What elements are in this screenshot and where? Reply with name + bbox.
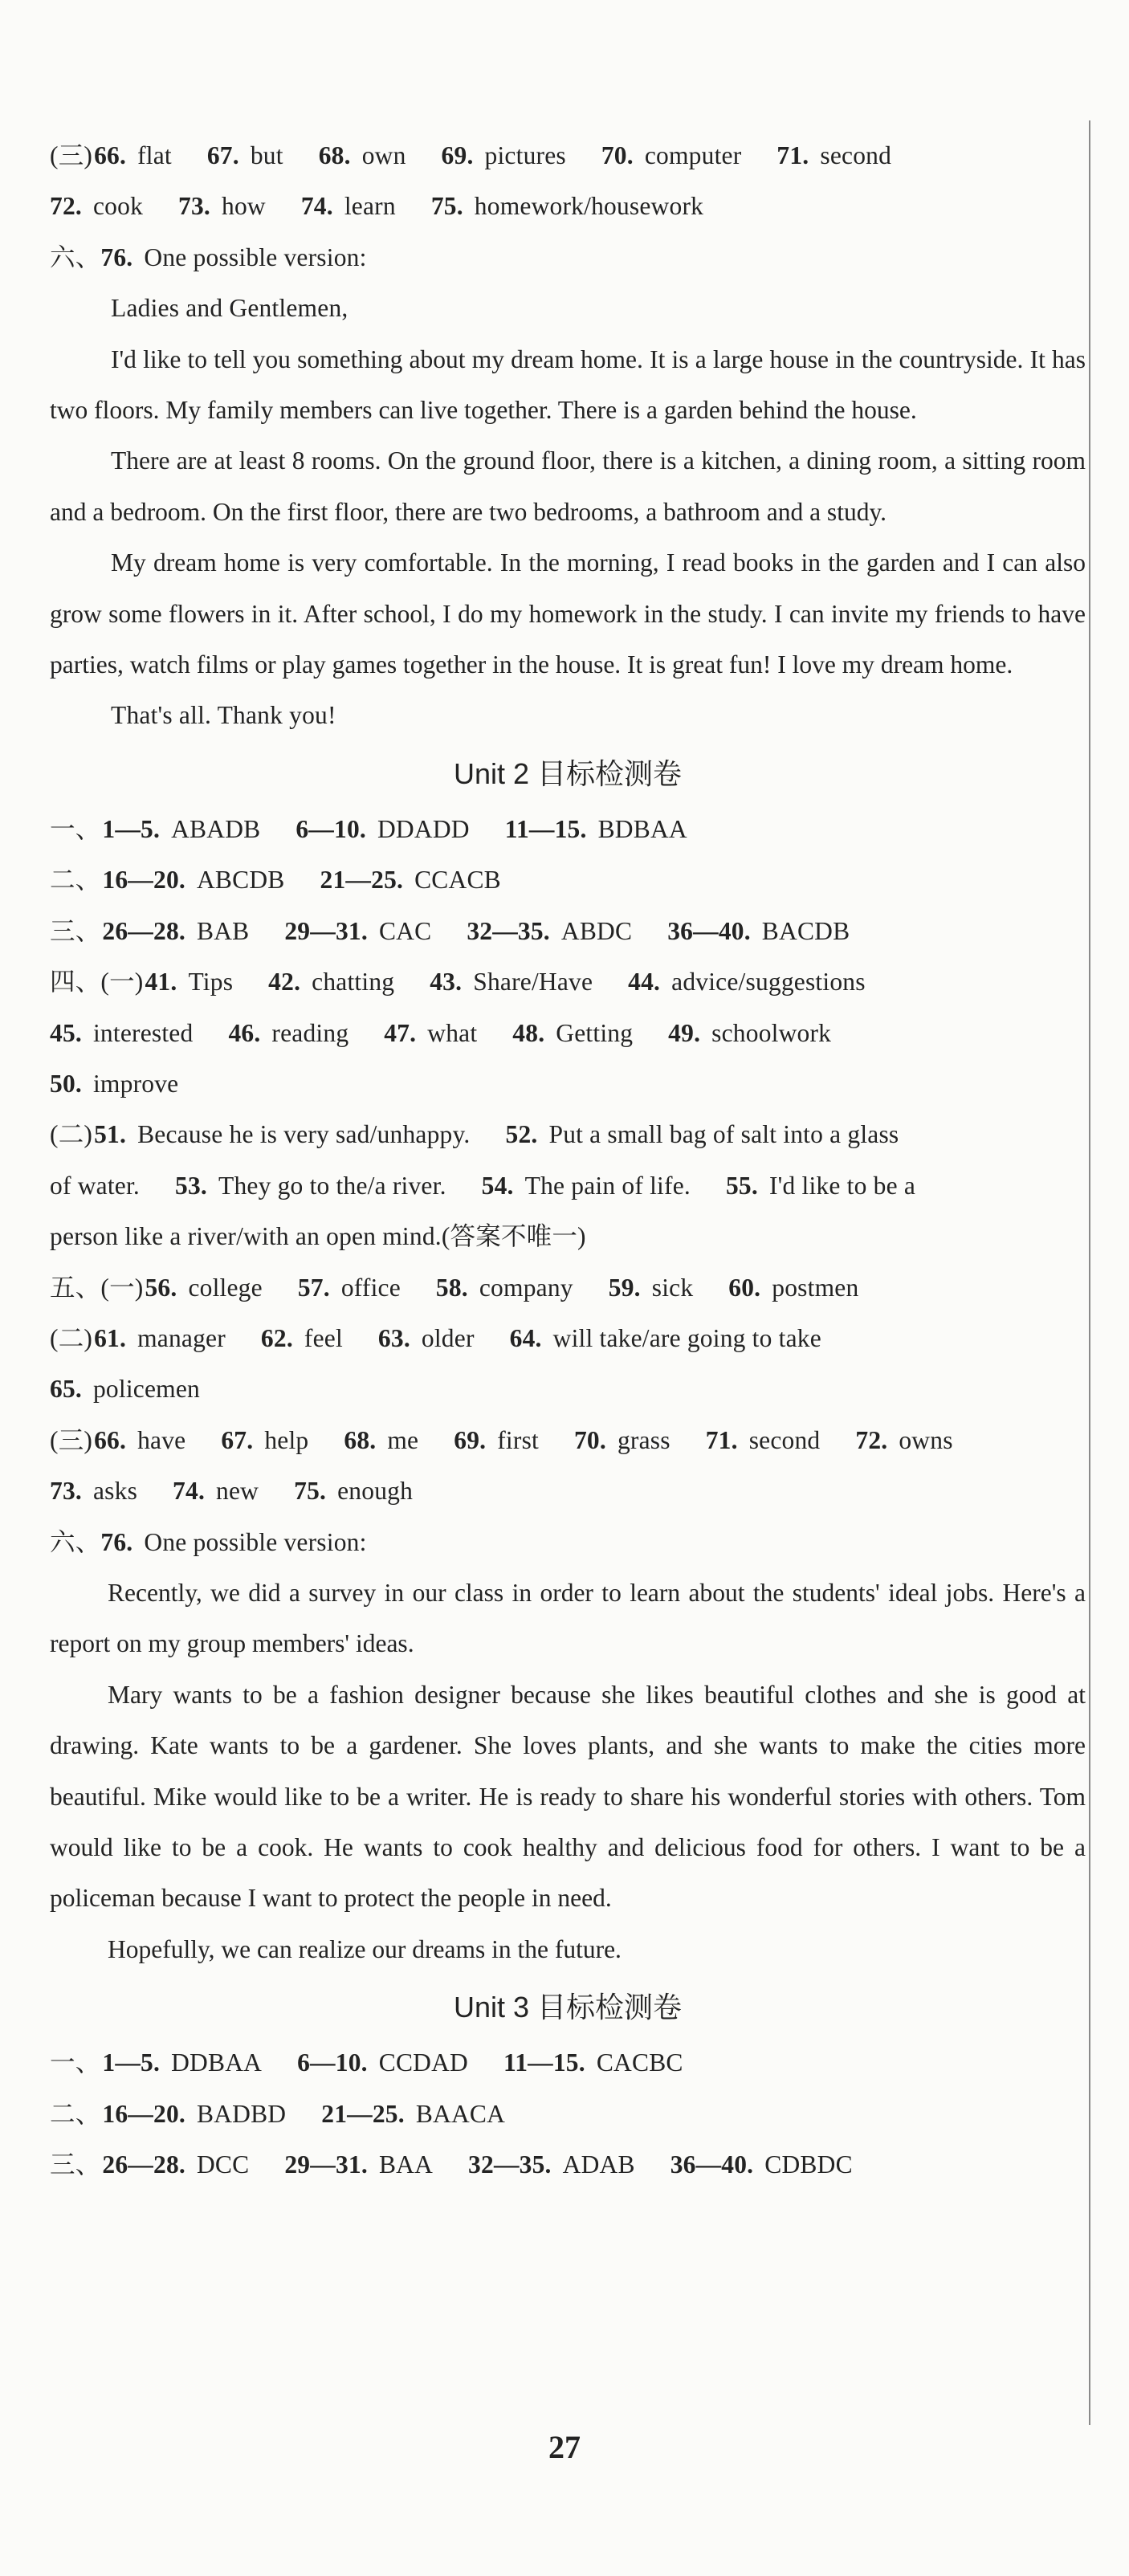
answer-text: chatting (312, 968, 395, 997)
answer-text: BAB (196, 916, 250, 945)
section-marker: 一、 (50, 814, 101, 843)
question-number: 55. (725, 1171, 758, 1200)
essay-paragraph: Hopefully, we can realize our dreams in the future. (108, 1934, 622, 1963)
answer-row (50, 130, 1086, 181)
question-number: 21—25. (321, 2099, 405, 2128)
question-number: 26—28. (102, 916, 185, 945)
question-number: 49. (668, 1018, 701, 1047)
answer-text: how (222, 192, 266, 221)
question-number: 29—31. (284, 2150, 368, 2179)
answer-text: Put a small bag of salt into a glass (548, 1120, 899, 1149)
answer-text: will take/are going to take (552, 1323, 821, 1352)
answer-text: cook (92, 192, 144, 221)
question-number: 56. (145, 1273, 177, 1302)
answer-row (50, 1058, 1086, 1109)
question-number: 71. (776, 141, 809, 169)
question-number: 16—20. (102, 866, 185, 895)
answer-text: improve (92, 1069, 179, 1098)
question-number: 43. (430, 968, 463, 997)
answer-text: company (479, 1273, 573, 1302)
answer-text: computer (644, 141, 742, 169)
answer-row (50, 1160, 1086, 1211)
writing-label-row (50, 1517, 1086, 1567)
answer-row (50, 956, 1086, 1007)
answer-text: ABCDB (196, 866, 285, 895)
question-number: 48. (512, 1018, 545, 1047)
answer-text: schoolwork (711, 1018, 832, 1047)
question-number: 54. (481, 1171, 514, 1200)
answer-text: me (387, 1425, 419, 1454)
essay-paragraph: There are at least 8 rooms. On the ground floor, there is a kitchen, a dining room, a sitting room and a bedroom. On the first floor, there are two bedrooms, a bathroom and a study. (50, 446, 1086, 526)
answer-note: (答案不唯一) (441, 1222, 586, 1251)
answer-text: interested (92, 1018, 194, 1047)
section-marker: (二) (50, 1120, 93, 1149)
answer-text: asks (92, 1477, 138, 1506)
answer-row (50, 1313, 1086, 1363)
answer-text: CACBC (596, 2048, 683, 2077)
question-number: 64. (509, 1323, 542, 1352)
answer-text: homework/housework (474, 192, 704, 221)
answer-row (50, 181, 1086, 231)
essay-closing: That's all. Thank you! (111, 701, 336, 730)
answer-text: flat (137, 141, 172, 169)
answer-text: ABDC (560, 916, 633, 945)
question-number: 60. (728, 1273, 761, 1302)
question-number: 1—5. (102, 814, 161, 843)
answer-text: have (137, 1425, 186, 1454)
question-number: 58. (435, 1273, 468, 1302)
question-number: 21—25. (320, 866, 404, 895)
section-marker: 五、(一) (50, 1273, 144, 1302)
answer-text: owns (899, 1425, 953, 1454)
answer-text: office (340, 1273, 401, 1302)
question-number: 16—20. (102, 2099, 185, 2128)
question-number: 32—35. (467, 916, 550, 945)
answer-text: CDBDC (764, 2150, 853, 2179)
answer-text: first (497, 1425, 539, 1454)
question-number: 32—35. (468, 2150, 552, 2179)
answer-row (50, 906, 1086, 956)
answer-text: CAC (378, 916, 432, 945)
essay-paragraph: Mary wants to be a fashion designer because she likes beautiful clothes and she is good at drawing. Kate wants to be a gardener. She loves plants, and she wants to make the cities more beautiful. Mike would like to be a writer. He is ready to share his wonderful stories with others. Tom would like to be a cook. He wants to cook healthy and delicious food for others. I want to be a policeman because I want to protect the people in need. (50, 1680, 1086, 1913)
question-number: 74. (173, 1477, 206, 1506)
question-number: 70. (601, 141, 634, 169)
answer-text: own (361, 141, 406, 169)
answer-text: older (421, 1323, 475, 1352)
answer-text: second (748, 1425, 821, 1454)
question-number: 53. (175, 1171, 207, 1200)
answer-row (50, 1415, 1086, 1465)
answer-text: Getting (556, 1018, 634, 1047)
answer-text: Tips (188, 968, 234, 997)
answer-key-page (50, 130, 1086, 2190)
answer-text: BDBAA (597, 814, 687, 843)
answer-text: They go to the/a river. (218, 1171, 446, 1200)
question-number: 57. (297, 1273, 330, 1302)
question-number: 61. (94, 1323, 127, 1352)
answer-text: person like a river/with an open mind. (50, 1222, 442, 1251)
question-number: 75. (430, 192, 463, 221)
answer-text: reading (271, 1018, 349, 1047)
answer-text: DDBAA (171, 2048, 263, 2077)
question-number: 11—15. (504, 814, 587, 843)
question-number: 50. (50, 1069, 82, 1098)
right-margin-line (1089, 120, 1090, 2425)
section-marker: 二、 (50, 866, 101, 895)
question-number: 29—31. (284, 916, 368, 945)
section-marker: (二) (50, 1323, 93, 1352)
unit-2-heading: Unit 2 目标检测卷 (453, 756, 683, 790)
question-number: 51. (94, 1120, 127, 1149)
writing-label-row (50, 232, 1086, 283)
answer-text: Share/Have (473, 968, 593, 997)
section-marker: 二、 (50, 2099, 101, 2128)
answer-text: advice/suggestions (671, 968, 866, 997)
answer-text: ADAB (562, 2150, 635, 2179)
section-marker: 六、 (50, 1527, 101, 1556)
question-number: 72. (855, 1425, 888, 1454)
answer-text: manager (137, 1323, 226, 1352)
question-number: 6—10. (297, 2048, 368, 2077)
question-number: 72. (50, 192, 82, 221)
question-number: 74. (300, 192, 333, 221)
section-marker: (三) (50, 1425, 93, 1454)
answer-text: college (188, 1273, 263, 1302)
answer-text: policemen (92, 1375, 200, 1404)
section-marker: 四、(一) (50, 968, 144, 997)
answer-row (50, 1008, 1086, 1058)
question-number: 36—40. (670, 2150, 754, 2179)
salutation: Ladies and Gentlemen, (111, 294, 348, 323)
question-number: 73. (50, 1477, 82, 1506)
answer-row (50, 2089, 1086, 2139)
question-number: 69. (441, 141, 474, 169)
answer-text: of water. (50, 1171, 141, 1200)
answer-text: feel (304, 1323, 343, 1352)
question-number: 59. (608, 1273, 641, 1302)
question-number: 47. (384, 1018, 417, 1047)
answer-text: DDADD (377, 814, 470, 843)
essay-paragraph: I'd like to tell you something about my dream home. It is a large house in the countryside. It has two floors. My family members can live together. There is a garden behind the house. (50, 344, 1086, 425)
question-number: 26—28. (102, 2150, 185, 2179)
question-number: 6—10. (295, 814, 366, 843)
answer-text: BAACA (415, 2099, 506, 2128)
answer-row (50, 804, 1086, 854)
answer-text: I'd like to be a (768, 1171, 916, 1200)
answer-text: but (250, 141, 283, 169)
answer-text: The pain of life. (524, 1171, 691, 1200)
answer-row (50, 854, 1086, 905)
question-number: 73. (178, 192, 210, 221)
essay-paragraph: My dream home is very comfortable. In the morning, I read books in the garden and I can also grow some flowers in it. After school, I do my homework in the study. I can invite my friends to have parties, watch films or play games together in the house. It is great fun! I love my dream home. (50, 548, 1086, 679)
question-number: 46. (228, 1018, 261, 1047)
question-number: 66. (94, 1425, 127, 1454)
question-number: 66. (94, 141, 127, 169)
answer-row (50, 2037, 1086, 2088)
answer-text: BACDB (761, 916, 850, 945)
page-number: 27 (548, 2429, 581, 2465)
answer-text: pictures (484, 141, 566, 169)
answer-text: learn (344, 192, 396, 221)
question-number: 11—15. (503, 2048, 585, 2077)
answer-row (50, 1262, 1086, 1313)
question-number: 76. (100, 1527, 133, 1556)
answer-text: CCDAD (378, 2048, 468, 2077)
answer-text: ABADB (171, 814, 261, 843)
question-number: 67. (221, 1425, 254, 1454)
answer-row (50, 1211, 1086, 1262)
question-number: 45. (50, 1018, 82, 1047)
question-number: 76. (100, 243, 133, 271)
answer-text: DCC (196, 2150, 250, 2179)
question-number: 65. (50, 1375, 82, 1404)
unit-3-heading: Unit 3 目标检测卷 (453, 1991, 683, 2024)
answer-text: postmen (772, 1273, 859, 1302)
question-number: 67. (206, 141, 239, 169)
section-marker: 一、 (50, 2048, 101, 2077)
answer-text: Because he is very sad/unhappy. (137, 1120, 471, 1149)
question-number: 41. (145, 968, 177, 997)
section-marker: 三、 (50, 916, 101, 945)
question-number: 44. (628, 968, 661, 997)
answer-row (50, 1363, 1086, 1414)
question-number: 63. (377, 1323, 410, 1352)
question-number: 69. (454, 1425, 487, 1454)
section-marker: (三) (50, 141, 93, 169)
question-number: 42. (268, 968, 301, 997)
answer-text: new (216, 1477, 259, 1506)
question-number: 68. (344, 1425, 377, 1454)
answer-row (50, 2139, 1086, 2190)
section-marker: 三、 (50, 2150, 101, 2179)
answer-text: what (427, 1018, 478, 1047)
writing-label: One possible version: (144, 243, 367, 271)
question-number: 36—40. (667, 916, 751, 945)
essay-paragraph: Recently, we did a survey in our class in order to learn about the students' ideal jobs. Here's a report on my group members' ideas. (50, 1578, 1086, 1658)
question-number: 68. (318, 141, 351, 169)
section-marker: 六、 (50, 243, 101, 271)
answer-row (50, 1465, 1086, 1516)
answer-text: BAA (378, 2150, 434, 2179)
answer-text: second (820, 141, 892, 169)
answer-row (50, 1109, 1086, 1160)
question-number: 52. (505, 1120, 538, 1149)
answer-text: CCACB (414, 866, 501, 895)
answer-text: grass (617, 1425, 670, 1454)
question-number: 70. (573, 1425, 606, 1454)
question-number: 1—5. (102, 2048, 161, 2077)
answer-text: BADBD (196, 2099, 287, 2128)
answer-text: enough (337, 1477, 414, 1506)
writing-label: One possible version: (144, 1527, 367, 1556)
answer-text: help (264, 1425, 309, 1454)
question-number: 75. (294, 1477, 327, 1506)
question-number: 71. (705, 1425, 738, 1454)
answer-text: sick (651, 1273, 694, 1302)
question-number: 62. (260, 1323, 293, 1352)
